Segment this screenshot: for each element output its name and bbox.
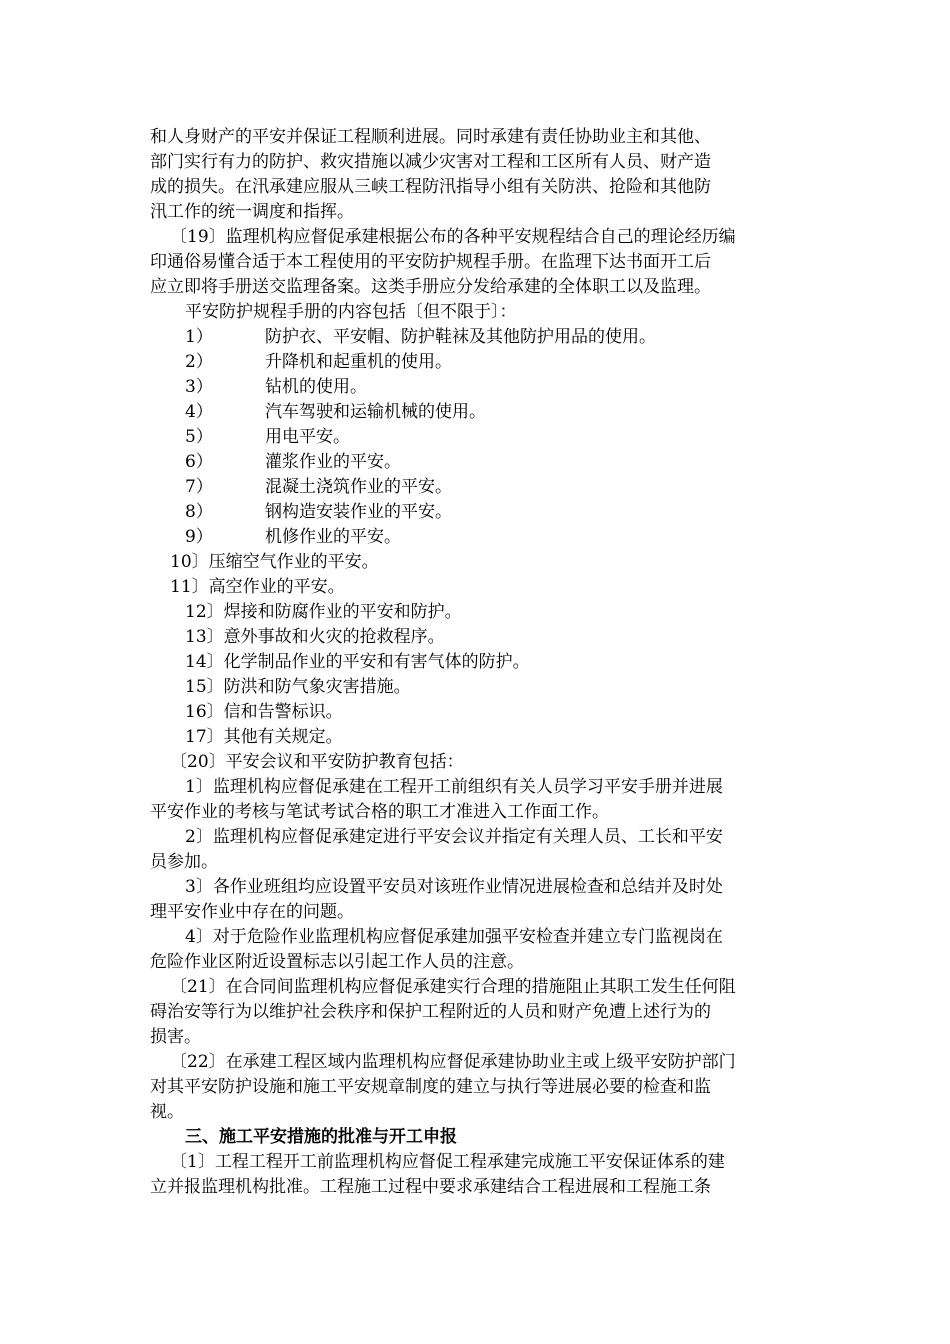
list-item-text: 钻机的使用。 [265,377,367,397]
list-item-number: 5） [185,427,213,447]
paragraph-line: 〔1〕工程工程开工前监理机构应督促工程承建完成施工平安保证体系的建 [170,1152,725,1172]
list-item-number: 2） [185,352,213,372]
list-item: 17〕其他有关规定。 [185,727,343,747]
paragraph-line: 〔21〕在合同间监理机构应督促承建实行合理的措施阻止其职工发生任何阻 [170,977,736,997]
paragraph-line: 1〕监理机构应督促承建在工程开工前组织有关人员学习平安手册并进展 [185,777,723,797]
list-item-text: 钢构造安装作业的平安。 [265,502,452,522]
paragraph-line: 3〕各作业班组均应设置平安员对该班作业情况进展检查和总结并及时处 [185,877,723,897]
list-item-text: 混凝土浇筑作业的平安。 [265,477,452,497]
paragraph-line: 对其平安防护设施和施工平安规章制度的建立与执行等进展必要的检查和监 [150,1077,711,1097]
list-item-text: 防护衣、平安帽、防护鞋袜及其他防护用品的使用。 [265,327,656,347]
list-item-number: 8） [185,502,213,522]
list-item-number: 9） [185,527,213,547]
paragraph-line: 〔22〕在承建工程区域内监理机构应督促承建协助业主或上级平安防护部门 [170,1052,736,1072]
paragraph-line: 立并报监理机构批准。工程施工过程中要求承建结合工程进展和工程施工条 [150,1177,711,1197]
list-item: 16〕信和告警标识。 [185,702,343,722]
list-item-text: 升降机和起重机的使用。 [265,352,452,372]
manual-intro: 平安防护规程手册的内容包括〔但不限于〕： [185,302,517,322]
paragraph-line: 和人身财产的平安并保证工程顺利进展。同时承建有责任协助业主和其他、 [150,127,711,147]
list-item-number: 6） [185,452,213,472]
list-item: 14〕化学制品作业的平安和有害气体的防护。 [185,652,530,672]
paragraph-line: 〔20〕平安会议和平安防护教育包括： [170,752,464,772]
list-item-text: 用电平安。 [265,427,350,447]
list-item: 10〕压缩空气作业的平安。 [170,552,379,572]
list-item-number: 3） [185,377,213,397]
list-item-text: 机修作业的平安。 [265,527,401,547]
paragraph-line: 平安作业的考核与笔试考试合格的职工才准进入工作面工作。 [150,802,609,822]
paragraph-line: 损害。 [150,1027,201,1047]
paragraph-line: 4〕对于危险作业监理机构应督促承建加强平安检查并建立专门监视岗在 [185,927,723,947]
paragraph-line: 员参加。 [150,852,218,872]
paragraph-line: 视。 [150,1102,184,1122]
list-item: 15〕防洪和防气象灾害措施。 [185,677,411,697]
paragraph-line: 碍治安等行为以维护社会秩序和保护工程附近的人员和财产免遭上述行为的 [150,1002,711,1022]
paragraph-line: 2〕监理机构应督促承建定进行平安会议并指定有关理人员、工长和平安 [185,827,723,847]
list-item: 13〕意外事故和火灾的抢救程序。 [185,627,445,647]
paragraph-line: 成的损失。在汛承建应服从三峡工程防汛指导小组有关防洪、抢险和其他防 [150,177,711,197]
paragraph-line: 理平安作业中存在的问题。 [150,902,354,922]
paragraph-line: 印通俗易懂合适于本工程使用的平安防护规程手册。在监理下达书面开工后 [150,252,711,272]
paragraph-line: 危险作业区附近设置标志以引起工作人员的注意。 [150,952,524,972]
list-item: 12〕焊接和防腐作业的平安和防护。 [185,602,462,622]
list-item-text: 灌浆作业的平安。 [265,452,401,472]
paragraph-line: 应立即将手册送交监理备案。这类手册应分发给承建的全体职工以及监理。 [150,277,711,297]
list-item-number: 4） [185,402,213,422]
list-item: 11〕高空作业的平安。 [170,577,345,597]
list-item-number: 7） [185,477,213,497]
section-heading: 三、施工平安措施的批准与开工申报 [185,1127,457,1147]
list-item-number: 1） [185,327,213,347]
paragraph-line: 〔19〕监理机构应督促承建根据公布的各种平安规程结合自己的理论经历编 [170,227,736,247]
paragraph-line: 汛工作的统一调度和指挥。 [150,202,354,222]
list-item-text: 汽车驾驶和运输机械的使用。 [265,402,486,422]
paragraph-line: 部门实行有力的防护、救灾措施以减少灾害对工程和工区所有人员、财产造 [150,152,711,172]
